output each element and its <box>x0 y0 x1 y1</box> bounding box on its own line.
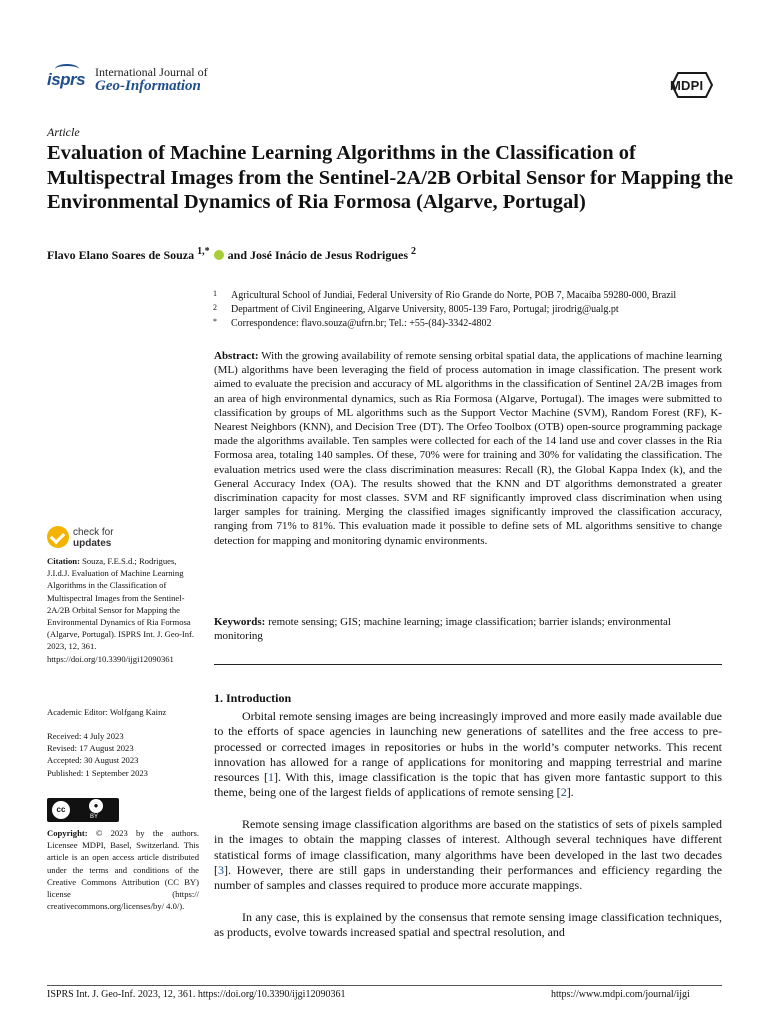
received-date: Received: 4 July 2023 <box>47 731 124 741</box>
accepted-date: Accepted: 30 August 2023 <box>47 755 139 766</box>
affiliation-text: Agricultural School of Jundiai, Federal University of Rio Grande do Norte, POB 7, Macaíba 59280-000, Brazil <box>231 290 677 301</box>
cc-icon: cc <box>52 801 70 819</box>
reference-link[interactable]: 2 <box>560 785 567 800</box>
paper-title: Evaluation of Machine Learning Algorithms in the Classification of Multispectral Images from the Sentinel-2A/2B Orbital Sensor for Mapping the Environmental Dynamics of Ria Formosa (Algarve, Portugal) <box>47 142 734 213</box>
affiliation-mark: * <box>213 317 217 326</box>
keywords-label: Keywords: <box>214 616 266 628</box>
mdpi-logo <box>666 70 718 100</box>
journal-name-line2: Geo-Information <box>95 78 201 94</box>
citation-label: Citation: <box>47 556 80 566</box>
person-icon: ● <box>89 799 103 813</box>
paragraph-text: Orbital remote sensing images are being increasingly improved and more easily made available due to the efforts of space agencies in launching new generations of satellites and the free access to pre-processed or corrected images in repositories or hubs in the world’s computer networks. This recent innovation has allowed for a range of applications for monitoring and mapping terrestrial and marine resources [ <box>214 709 722 785</box>
published-date: Published: 1 September 2023 <box>47 767 148 778</box>
affiliation-text: Department of Civil Engineering, Algarve University, 8005-139 Faro, Portugal; jirodrig@ualg.pt <box>231 304 619 315</box>
cc-by-license-icon[interactable] <box>47 798 119 822</box>
reference-link[interactable]: 3 <box>218 862 224 877</box>
check-updates-line1: check for <box>73 527 114 538</box>
copyright-text: © 2023 by the authors. Licensee MDPI, Basel, Switzerland. This article is an open access article distributed under the terms and conditions of the Creative Commons Attribution (CC BY) license (https:// creativecommons.org/licenses/by/ 4.0/). <box>47 828 199 912</box>
intro-paragraph-1 <box>214 709 722 801</box>
section-heading-introduction: 1. Introduction <box>214 691 292 705</box>
copyright <box>47 827 199 912</box>
author-2: José Inácio de Jesus Rodrigues <box>250 248 409 262</box>
author-1-affiliation: 1,* <box>197 246 210 257</box>
copyright-label: Copyright: <box>47 828 88 838</box>
reference-link[interactable]: 1 <box>267 770 274 785</box>
author-connector: and <box>227 248 247 262</box>
keywords-text: remote sensing; GIS; machine learning; image classification; barrier islands; environmental monitoring <box>214 616 671 643</box>
footer-journal-link[interactable]: https://www.mdpi.com/journal/ijgi <box>551 989 690 1000</box>
authors <box>47 246 416 263</box>
author-1: Flavo Elano Soares de Souza <box>47 248 195 262</box>
article-type: Article <box>47 125 80 139</box>
correspondence-item <box>213 317 733 331</box>
paragraph-text: ]. However, there are still gaps in understanding their performances and efficiency regarding the number of samples and classes required to produce more accurate mappings. <box>214 862 722 893</box>
abstract-label: Abstract: <box>214 350 259 362</box>
affiliation-mark: 2 <box>213 303 217 312</box>
check-for-updates-badge[interactable] <box>47 526 167 552</box>
paragraph-text: ]. <box>566 785 574 800</box>
affiliation-item <box>213 303 733 317</box>
keywords <box>214 615 722 643</box>
academic-editor: Academic Editor: Wolfgang Kainz <box>47 707 167 717</box>
affiliation-mark: 1 <box>213 289 217 298</box>
citation-text: Souza, F.E.S.d.; Rodrigues, J.I.d.J. Evaluation of Machine Learning Algorithms in the Classification of Multispectral Images from the Sentinel-2A/2B Orbital Sensor for Mapping the Environmental Dynamics of Ria Formosa (Algarve, Portugal). ISPRS Int. J. Geo-Inf. 2023, 12, 361. https://doi.org/10.3390/ijgi12090361 <box>47 556 195 664</box>
abstract <box>214 349 722 548</box>
affiliations <box>213 289 733 331</box>
footer-divider <box>47 985 722 986</box>
intro-paragraph-3: In any case, this is explained by the consensus that remote sensing image classification techniques, as products, evolve towards increased spatial and spectral resolution, and <box>214 910 722 940</box>
citation <box>47 555 199 665</box>
affiliation-item <box>213 289 733 303</box>
correspondence-text: Correspondence: flavo.souza@ufrn.br; Tel.: +55-(84)-3342-4802 <box>231 318 492 329</box>
revised-date: Revised: 17 August 2023 <box>47 743 134 754</box>
check-icon <box>47 526 69 548</box>
footer-citation: ISPRS Int. J. Geo-Inf. 2023, 12, 361. https://doi.org/10.3390/ijgi12090361 <box>47 989 346 1000</box>
author-2-affiliation: 2 <box>411 246 417 257</box>
check-updates-line2: updates <box>73 538 112 549</box>
mdpi-logo-text: MDPI <box>670 78 704 93</box>
isprs-logo-text: isprs <box>47 70 86 89</box>
intro-paragraph-2 <box>214 817 722 893</box>
abstract-text: With the growing availability of remote sensing orbital spatial data, the applications of machine learning (ML) algorithms have been leveraging the field of process automation in image classification. The present work aimed to evaluate the precision and accuracy of ML algorithms in the classification of Sentinel 2A/2B images from an area of high environmental dynamics, such as Ria Formosa (Algarve, Portugal). The images were submitted to classification by groups of ML algorithms such as the Support Vector Machine (SVM), Random Forest (RF), K-Nearest Neighbors (KNN), and Decision Tree (DT). The Orfeo Toolbox (OTB) open-source programming package made the algorithms available. Ten samples were collected for each of the 14 land use and cover classes in the Ria Formosa area, totaling 140 samples. Of these, 70% were for training and 30% for validating the classification. The evaluation metrics used were the class discrimination measures: Recall (R), the Global Kappa Index (k), and the General Accuracy Index (OA). The results showed that the KNN and DT algorithms demonstrated a greater discrimination capacity for most classes. SVM and RF significantly improved class discrimination when using larger samples for training. Merging the classified images significantly improved the classification accuracy, ranging from 71% to 81%. This evaluation made it possible to define sets of ML algorithms sensitive to change detection for mapping and monitoring dynamic environments. <box>214 350 722 547</box>
by-icon-label: BY <box>90 814 99 820</box>
publication-dates <box>47 730 199 779</box>
orcid-icon[interactable] <box>214 250 224 260</box>
paragraph-text: Remote sensing image classification algorithms are based on the statistics of sets of pixels sampled in the images to obtain the mapping classes of interest. Although several techniques have different statistical forms of image classification, many algorithms have been developed in the last two decades [ <box>214 817 722 877</box>
paragraph-text: ]. With this, image classification is the topic that has given more fantastic support to this theme, being one of the largest fields of applications of remote sensing [ <box>214 770 723 800</box>
journal-name-line1: International Journal of <box>95 65 208 79</box>
section-divider <box>214 664 722 665</box>
journal-logo <box>47 64 287 100</box>
